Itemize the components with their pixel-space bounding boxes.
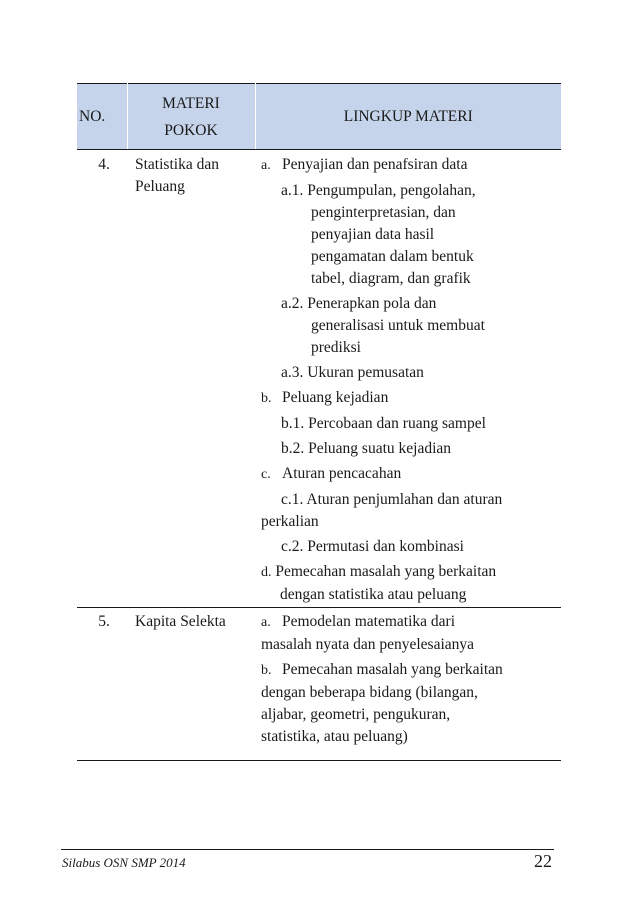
table-header-row <box>77 84 561 150</box>
materi-line: Statistika dan <box>135 156 219 173</box>
sub-item: c.1. Aturan penjumlahan dan aturan perkalian <box>261 491 503 530</box>
footer-title: Silabus OSN SMP 2014 <box>62 855 186 870</box>
list-item: b. Peluang kejadian <box>261 389 389 406</box>
syllabus-table <box>77 83 561 761</box>
lingkup-materi-cell <box>255 150 561 608</box>
row-number: 4. <box>77 150 127 608</box>
table-row <box>77 608 561 761</box>
list-item: c. Aturan pencacahan <box>261 465 402 482</box>
sub-item: a.3. Ukuran pemusatan <box>281 364 424 381</box>
footer-rule <box>61 849 554 850</box>
sub-item: b.1. Percobaan dan ruang sampel <box>281 415 486 432</box>
sub-item: a.2. Penerapkan pola dan generalisasi untuk membuat prediksi <box>281 295 485 356</box>
header-no: NO. <box>77 84 127 150</box>
sub-item: b.2. Peluang suatu kejadian <box>281 440 452 457</box>
page-number: 22 <box>534 851 552 871</box>
sub-item: a.1. Pengumpulan, pengolahan, penginterpretasian, dan penyajian data hasil pengamatan dalam bentuk tabel, diagram, dan grafik <box>281 182 476 287</box>
header-lingkup-materi: LINGKUP MATERI <box>255 84 561 150</box>
header-materi-pokok <box>127 84 255 150</box>
lingkup-materi-cell <box>255 608 561 761</box>
header-materi-line1: MATERI <box>162 94 220 112</box>
materi-pokok-cell: Kapita Selekta <box>127 608 255 761</box>
list-item: a. Pemodelan matematika dari masalah nyata dan penyelesaianya <box>261 613 475 653</box>
materi-line: Peluang <box>135 178 185 195</box>
row-number: 5. <box>77 608 127 761</box>
header-materi-line2: POKOK <box>164 121 218 139</box>
table-row <box>77 150 561 608</box>
materi-pokok-cell <box>127 150 255 608</box>
list-item: b. Pemecahan masalah yang berkaitan dengan beberapa bidang (bilangan, aljabar, geometri, pengukuran, statistika, atau peluang) <box>261 661 503 745</box>
list-item: a. Penyajian dan penafsiran data <box>261 156 468 173</box>
list-item: d. Pemecahan masalah yang berkaitan dengan statistika atau peluang <box>261 563 497 603</box>
sub-item: c.2. Permutasi dan kombinasi <box>281 538 464 555</box>
